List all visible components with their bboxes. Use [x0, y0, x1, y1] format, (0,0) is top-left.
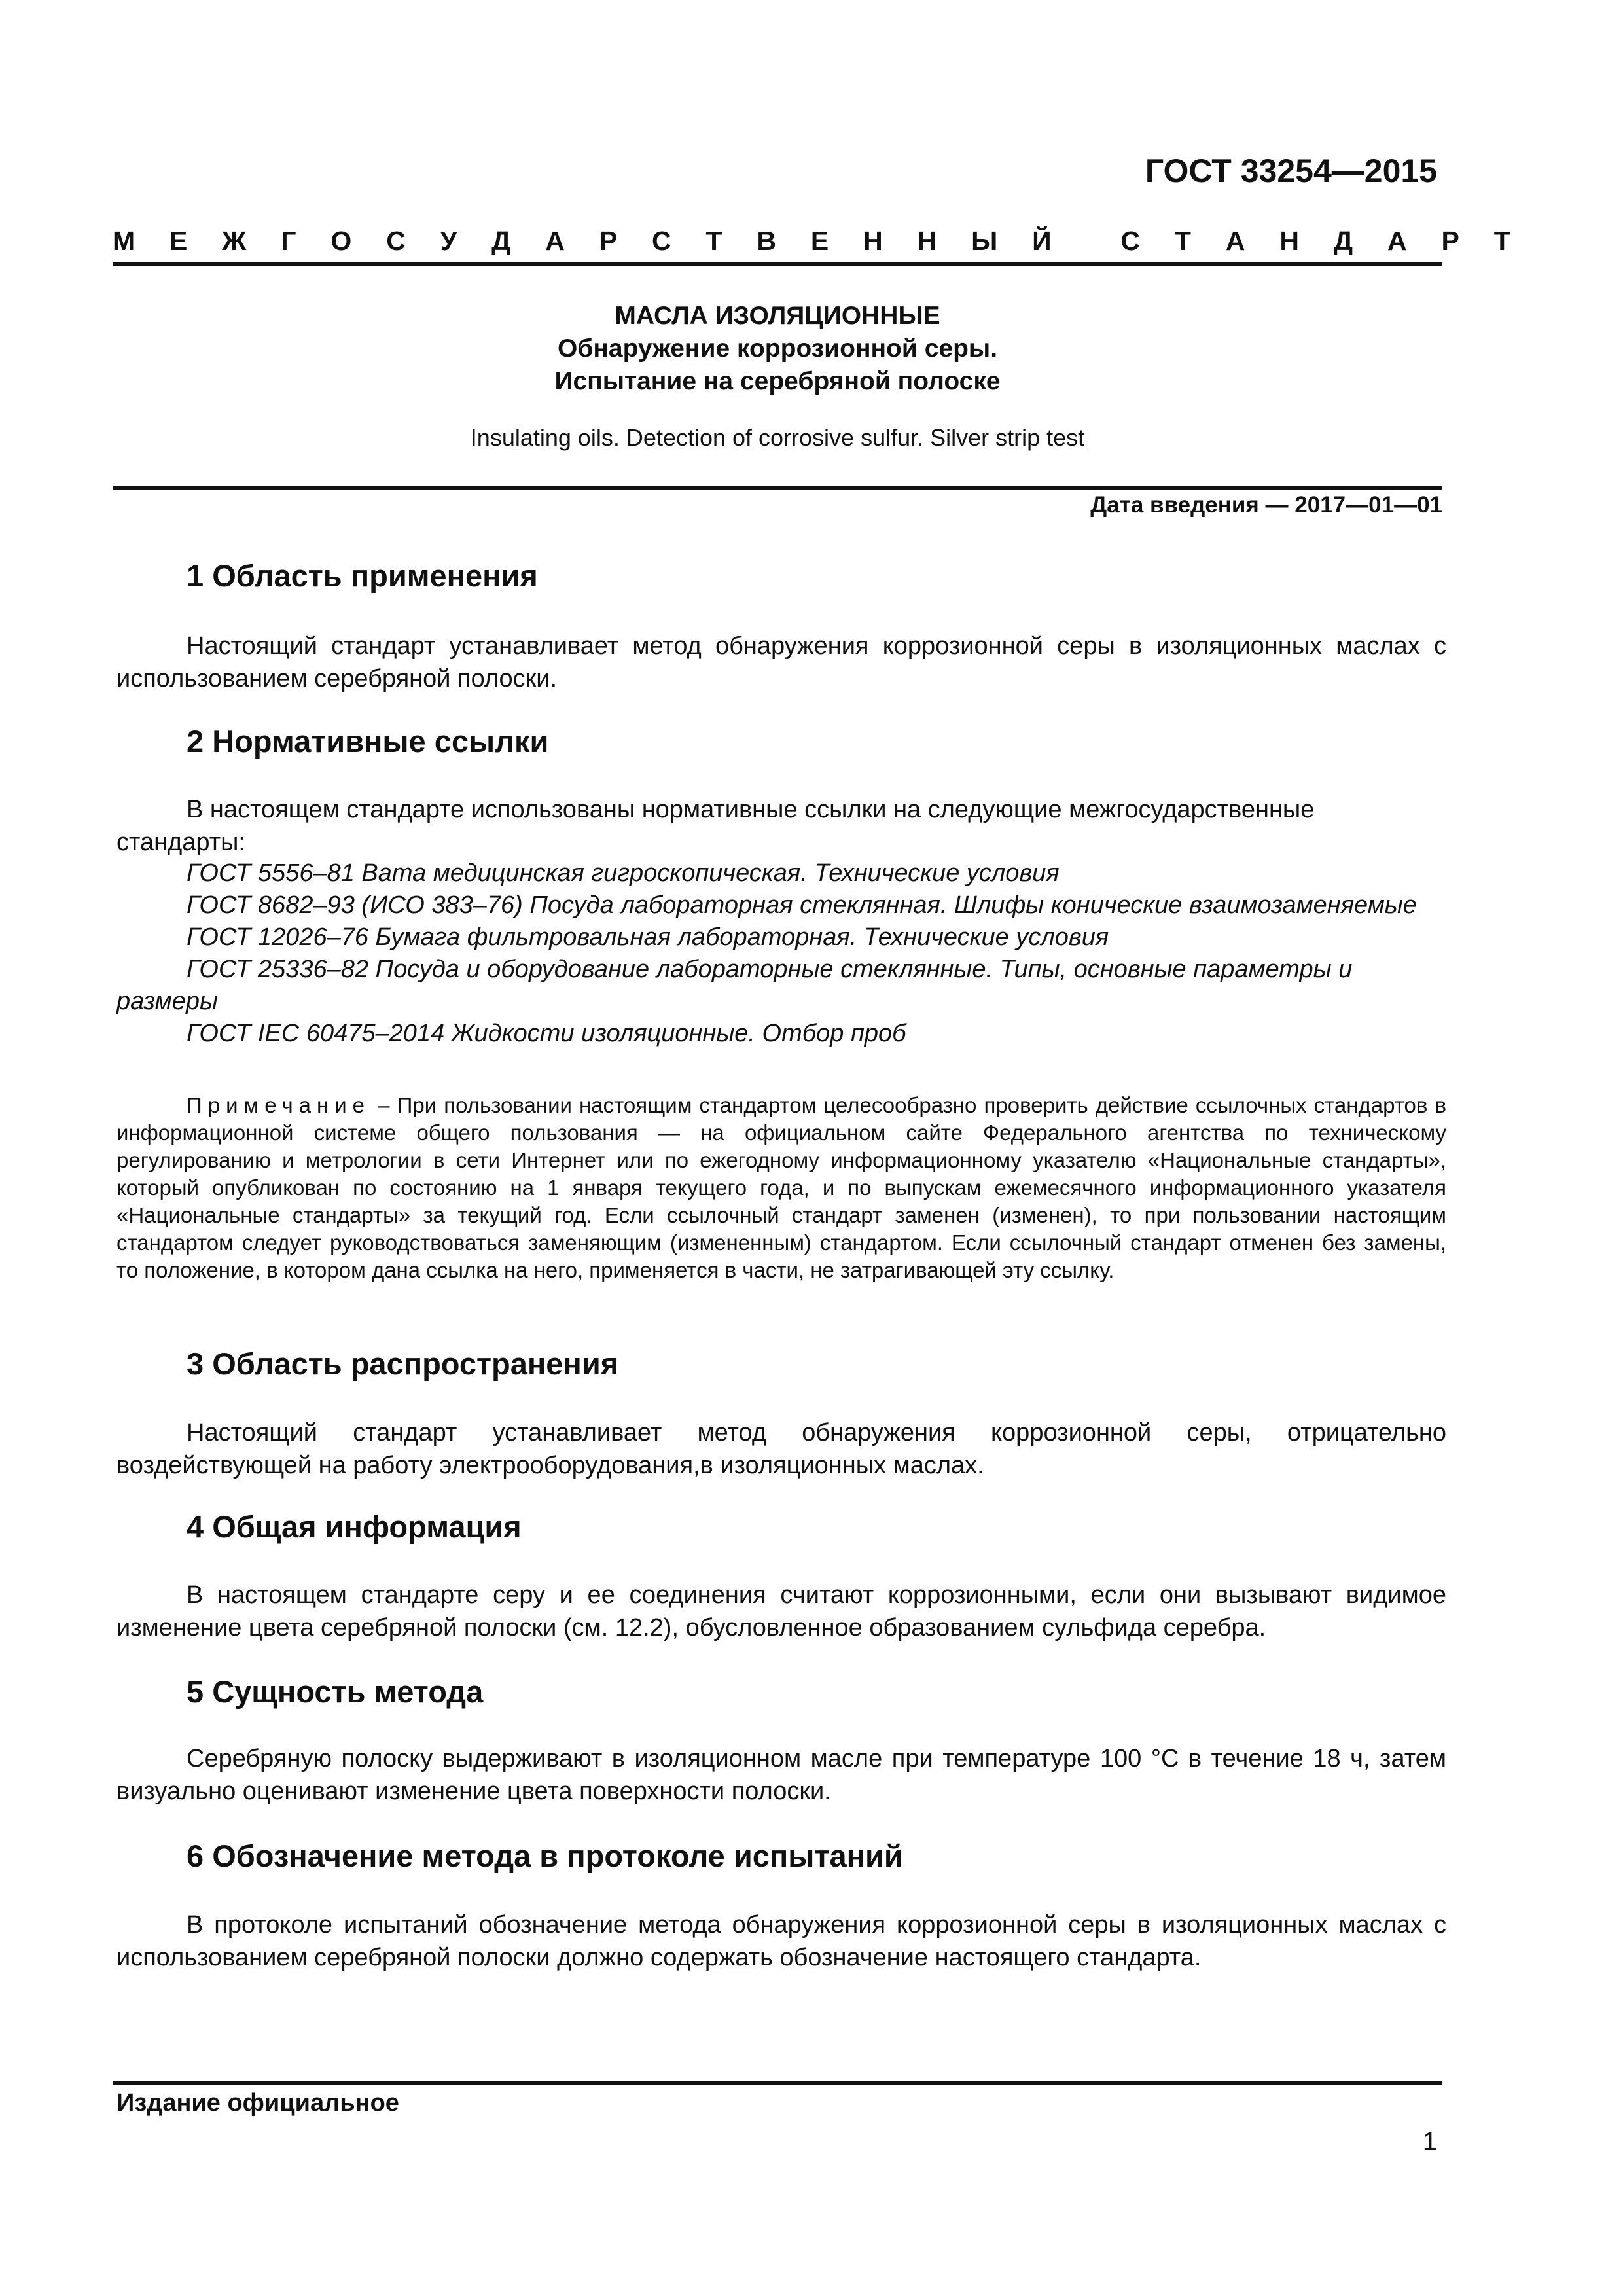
reference-item: ГОСТ 25336–82 Посуда и оборудование лабораторные стеклянные. Типы, основные параметры и размеры	[116, 956, 1353, 1015]
standard-type-letter: У	[440, 226, 457, 256]
document-number: ГОСТ 33254—2015	[1145, 152, 1437, 189]
standard-type-heading	[113, 226, 1510, 257]
standard-type-letter: Н	[863, 226, 883, 256]
standard-type-letter: Ж	[222, 226, 247, 256]
page-number: 1	[1422, 2127, 1437, 2156]
section-heading-4: 4 Общая информация	[187, 1509, 522, 1544]
section-heading-5: 5 Сущность метода	[187, 1674, 484, 1709]
section-heading-1: 1 Область применения	[187, 558, 538, 593]
standard-type-letter: Д	[1333, 226, 1353, 256]
standard-type-letter: А	[1225, 226, 1245, 256]
section-heading-2: 2 Нормативные ссылки	[187, 724, 549, 759]
section-heading-6: 6 Обозначение метода в протоколе испытаний	[187, 1839, 903, 1873]
standard-type-letter: Д	[491, 226, 511, 256]
reference-item: ГОСТ 8682–93 (ИСО 383–76) Посуда лабораторная стеклянная. Шлифы конические взаимозаменяемые	[187, 891, 1417, 919]
standard-type-letter: Ы	[971, 226, 998, 256]
section-3-text: Настоящий стандарт устанавливает метод обнаружения коррозионной серы, отрицательно воздействующей на работу электрооборудования,в изоляционных маслах.	[116, 1419, 1446, 1479]
title-block	[113, 300, 1442, 398]
standard-type-letter: О	[330, 226, 352, 256]
footer-rule	[113, 2081, 1442, 2085]
normative-references-list	[116, 857, 1446, 1050]
official-edition-label: Издание официальное	[116, 2089, 399, 2117]
standard-type-letter: Е	[169, 226, 188, 256]
section-6-text: В протоколе испытаний обозначение метода обнаружения коррозионной серы в изоляционных маслах с использованием серебряной полоски должно содержать обозначение настоящего стандарта.	[116, 1911, 1446, 1971]
standard-type-letter: С	[651, 226, 671, 256]
standard-type-letter: Т	[1174, 226, 1191, 256]
standard-type-letter: Т	[705, 226, 722, 256]
header-rule	[113, 262, 1442, 266]
title-line-2: Обнаружение коррозионной серы.	[557, 334, 998, 363]
standard-type-letter: А	[545, 226, 565, 256]
title-rule	[113, 486, 1442, 490]
introduction-date: Дата введения — 2017—01—01	[1090, 492, 1442, 518]
standard-type-letter: Н	[917, 226, 937, 256]
standard-type-letter: Р	[1441, 226, 1459, 256]
standard-type-letter: Т	[1493, 226, 1510, 256]
reference-item: ГОСТ 5556–81 Вата медицинская гигроскопическая. Технические условия	[187, 859, 1060, 887]
standard-type-letter: А	[1387, 226, 1407, 256]
standard-type-letter: Р	[599, 226, 618, 256]
standard-type-letter: С	[386, 226, 406, 256]
english-title: Insulating oils. Detection of corrosive sulfur. Silver strip test	[470, 424, 1085, 451]
note-text: – При пользовании настоящим стандартом целесообразно проверить действие ссылочных стандартов в информационной системе общего пользования — на официальном сайте Федерального агентства по техническому регулированию и метрологии в сети Интернет или по ежегодному информационному указателю «Национальные стандарты», который опубликован по состоянию на 1 января текущего года, и по выпускам ежемесячного информационного указателя «Национальные стандарты» за текущий год. Если ссылочный стандарт заменен (изменен), то при пользовании настоящим стандартом следует руководствоваться заменяющим (измененным) стандартом. Если ссылочный стандарт отменен без замены, то положение, в котором дана ссылка на него, применяется в части, не затрагивающей эту ссылку.	[116, 1093, 1447, 1282]
title-line-1: МАСЛА ИЗОЛЯЦИОННЫЕ	[615, 302, 940, 330]
section-5-text: Серебряную полоску выдерживают в изоляционном масле при температуре 100 °С в течение 18 ч, затем визуально оценивают изменение цвета поверхности полоски.	[116, 1745, 1446, 1805]
section-2-note	[116, 1092, 1446, 1284]
section-2-intro: В настоящем стандарте использованы нормативные ссылки на следующие межгосударственные стандарты:	[116, 796, 1315, 856]
standard-type-letter: Н	[1279, 226, 1299, 256]
standard-type-letter: В	[757, 226, 776, 256]
section-heading-3: 3 Область распространения	[187, 1346, 619, 1381]
note-label: Примечание	[187, 1093, 371, 1117]
reference-item: ГОСТ IEC 60475–2014 Жидкости изоляционные. Отбор проб	[187, 1020, 906, 1047]
standard-type-letter: С	[1120, 226, 1141, 256]
section-4-text: В настоящем стандарте серу и ее соединения считают коррозионными, если они вызывают видимое изменение цвета серебряной полоски (см. 12.2), обусловленное образованием сульфида серебра.	[116, 1581, 1446, 1641]
section-1-text: Настоящий стандарт устанавливает метод обнаружения коррозионной серы в изоляционных маслах с использованием серебряной полоски.	[116, 632, 1446, 692]
standard-type-letter: Й	[1032, 226, 1052, 256]
standard-type-letter: М	[113, 226, 135, 256]
standard-type-letter: Г	[281, 226, 296, 256]
reference-item: ГОСТ 12026–76 Бумага фильтровальная лабораторная. Технические условия	[187, 924, 1109, 951]
standard-type-letter: Е	[810, 226, 829, 256]
title-line-3: Испытание на серебряной полоске	[554, 367, 1001, 395]
